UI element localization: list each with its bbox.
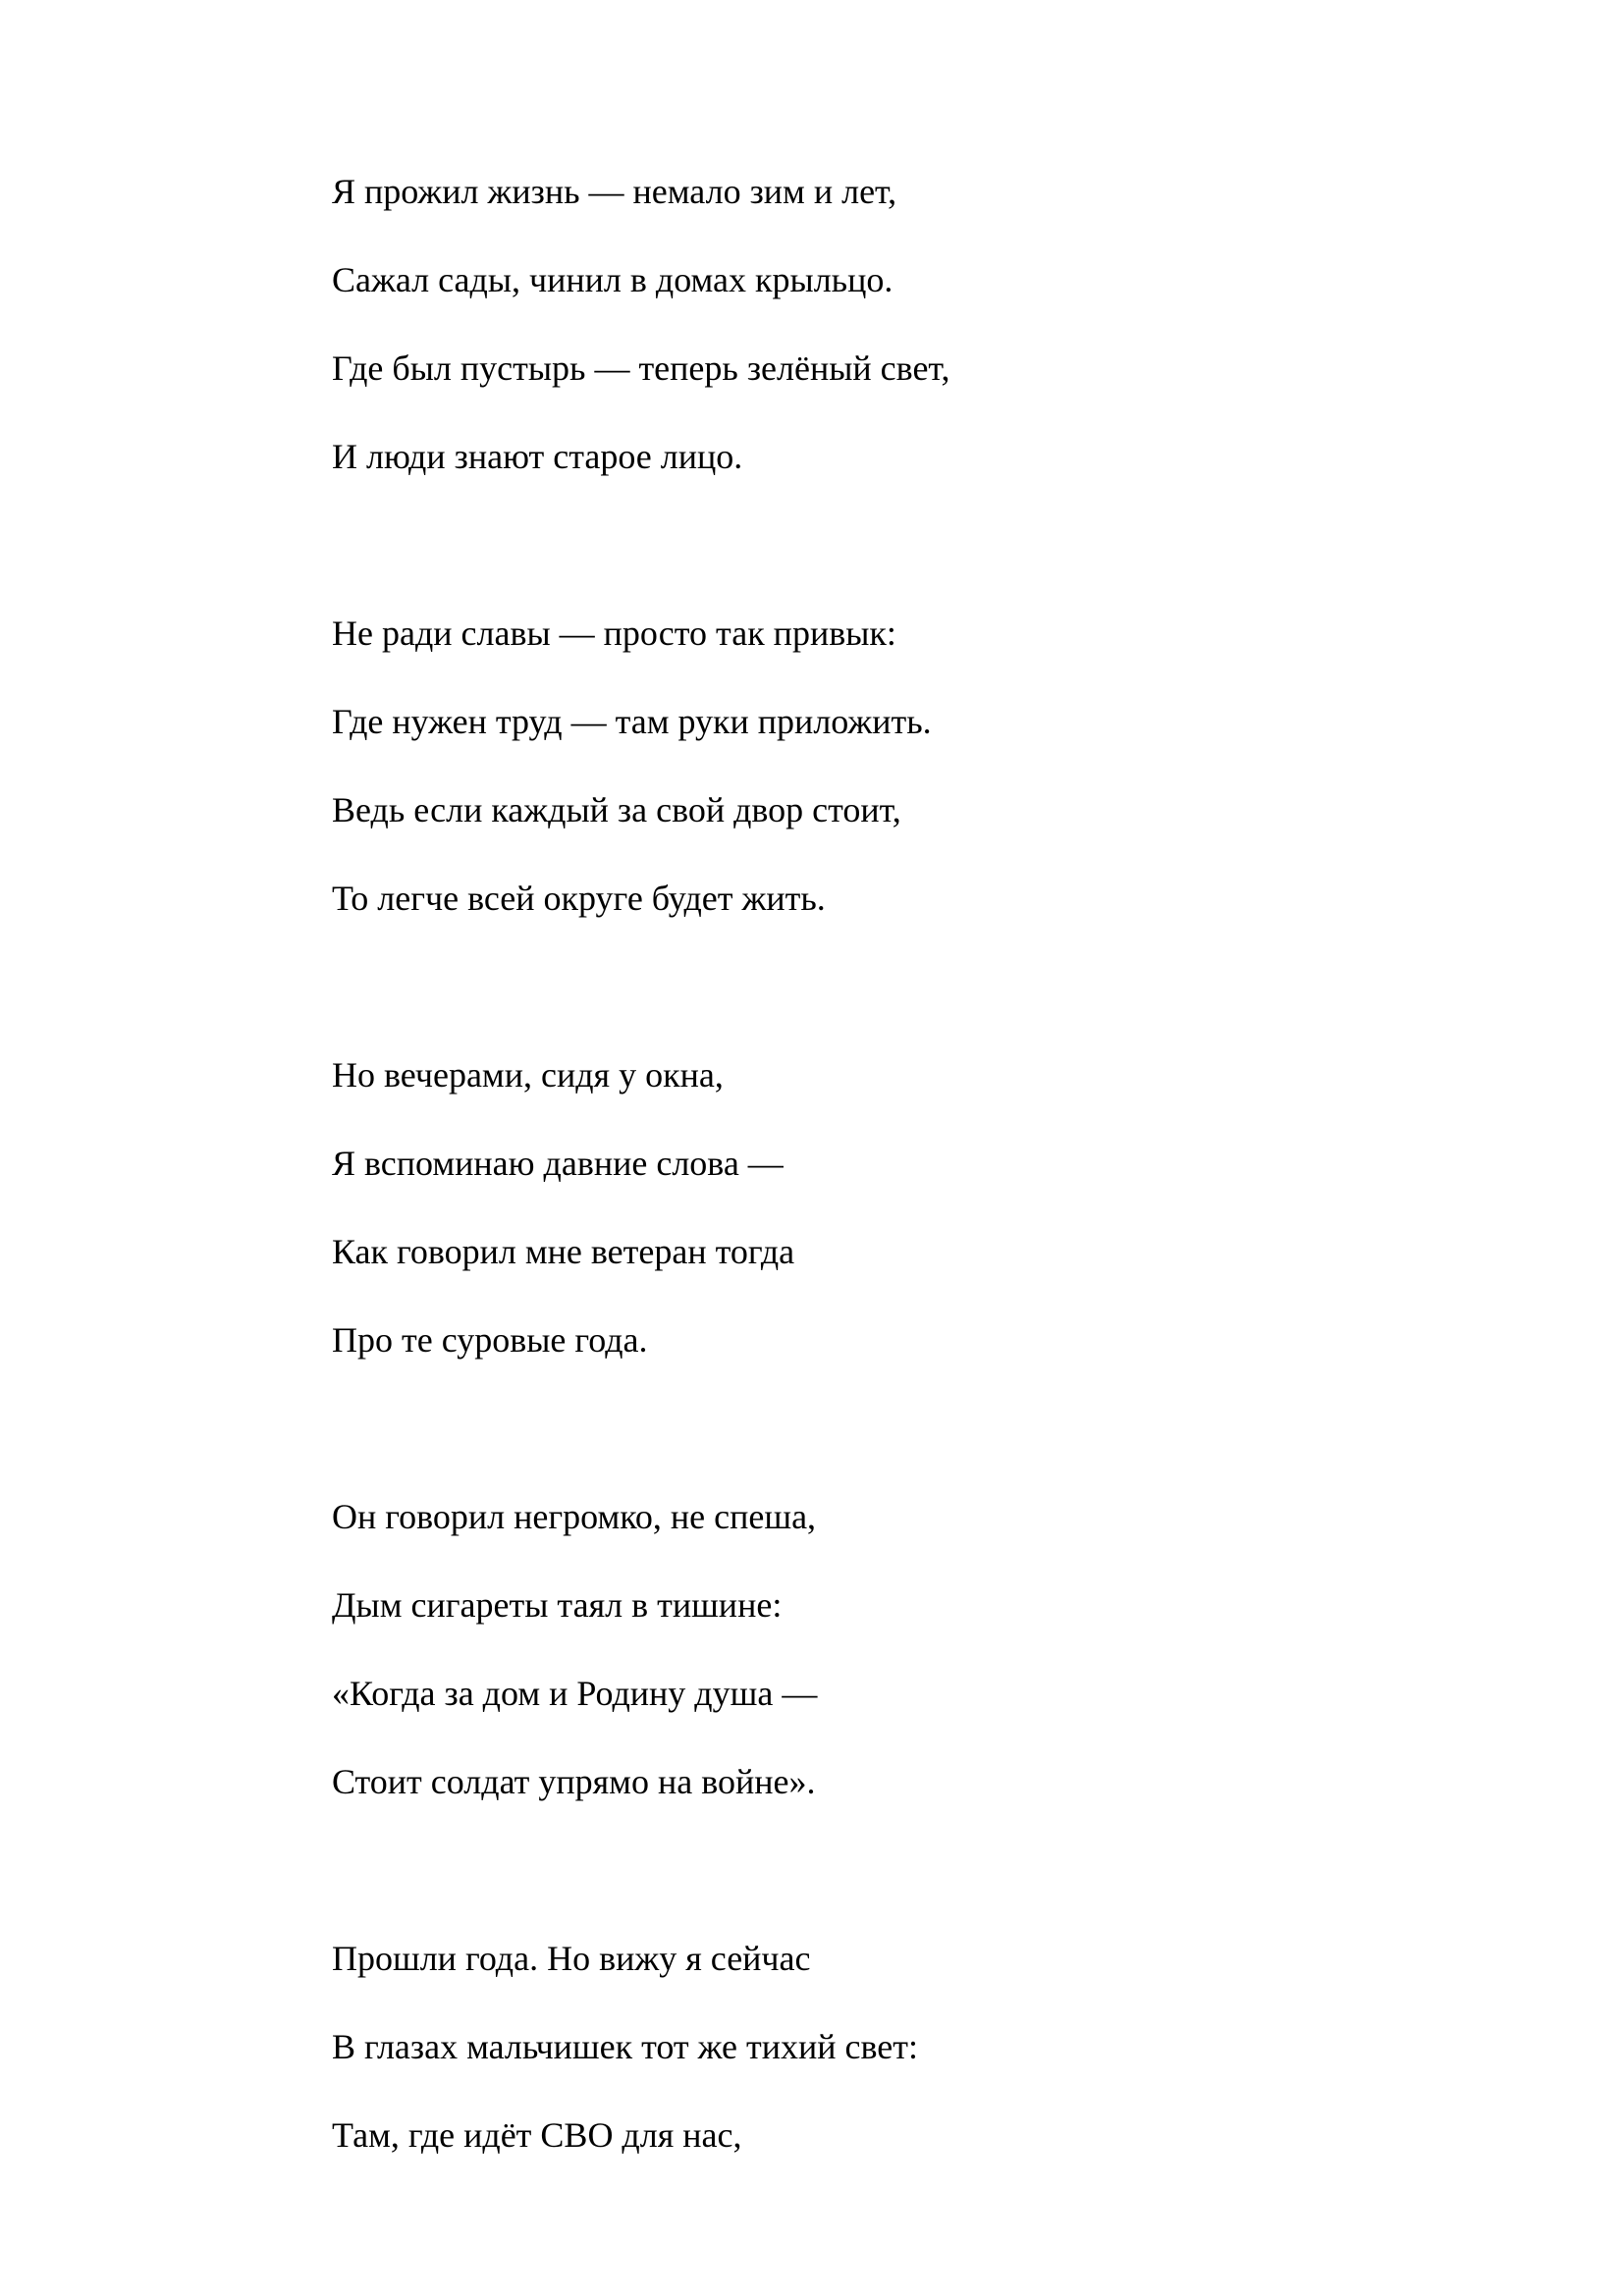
stanza: [332, 1914, 1412, 2179]
poem-line: Как говорил мне ветеран тогда: [332, 1232, 795, 1271]
poem: [332, 147, 1412, 2179]
stanza: [332, 147, 1412, 501]
poem-line: И люди знают старое лицо.: [332, 437, 743, 476]
poem-line: Я вспоминаю давние слова —: [332, 1144, 784, 1183]
poem-line: Не ради славы — просто так привык:: [332, 614, 896, 653]
stanza: [332, 1031, 1412, 1384]
poem-line: Сажал сады, чинил в домах крыльцо.: [332, 260, 893, 299]
poem-line: Там, где идёт СВО для нас,: [332, 2115, 742, 2155]
poem-line: Где нужен труд — там руки приложить.: [332, 702, 932, 741]
poem-line: Стоит солдат упрямо на войне».: [332, 1762, 816, 1801]
stanza-gap: [332, 501, 1412, 589]
poem-line: То легче всей округе будет жить.: [332, 879, 826, 918]
poem-line: Но вечерами, сидя у окна,: [332, 1055, 724, 1095]
poem-line: Где был пустырь — теперь зелёный свет,: [332, 348, 950, 388]
stanza: [332, 589, 1412, 942]
stanza-gap: [332, 1384, 1412, 1472]
poem-line: В глазах мальчишек тот же тихий свет:: [332, 2027, 919, 2066]
stanza-gap: [332, 1826, 1412, 1914]
poem-line: Дым сигареты таял в тишине:: [332, 1585, 783, 1625]
poem-line: Прошли года. Но вижу я сейчас: [332, 1939, 811, 1978]
stanza-gap: [332, 942, 1412, 1031]
poem-line: Я прожил жизнь — немало зим и лет,: [332, 172, 897, 211]
poem-line: «Когда за дом и Родину душа —: [332, 1674, 818, 1713]
poem-line: Про те суровые года.: [332, 1320, 648, 1360]
poem-line: Он говорил негромко, не спеша,: [332, 1497, 817, 1536]
stanza: [332, 1472, 1412, 1826]
poem-line: Ведь если каждый за свой двор стоит,: [332, 790, 901, 829]
